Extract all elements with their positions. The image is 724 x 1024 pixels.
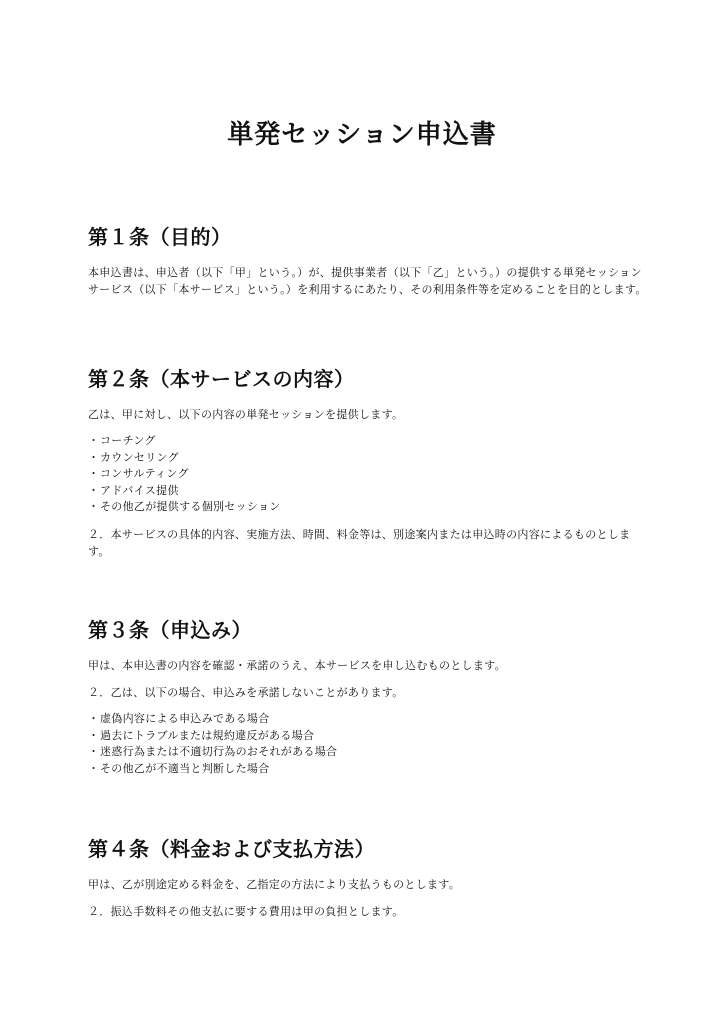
article-2-heading: 第２条（本サービスの内容） — [88, 367, 355, 391]
article-2 — [88, 366, 648, 560]
list-item: ・コーチング — [88, 433, 648, 450]
bullet-icon: ・ — [88, 745, 100, 758]
list-item: ・カウンセリング — [88, 450, 648, 467]
list-item: ・アドバイス提供 — [88, 483, 648, 500]
document-title: 単発セッション申込書 — [227, 120, 497, 150]
article-3-refusal-list — [88, 711, 648, 777]
bullet-icon: ・ — [88, 483, 100, 497]
list-item: ・その他乙が提供する個別セッション — [88, 499, 648, 516]
article-3-intro: 甲は、本申込書の内容を確認・承諾のうえ、本サービスを申し込むものとします。 — [88, 659, 506, 672]
article-3-clause-2: ２．乙は、以下の場合、申込みを承諾しないことがあります。 — [88, 686, 404, 699]
list-item: ・迷惑行為または不適切行為のおそれがある場合 — [88, 744, 648, 761]
article-2-clause-2: ２．本サービスの具体的内容、実施方法、時間、料金等は、別途案内または申込時の内容によるものとします。 — [88, 527, 631, 558]
bullet-icon: ・ — [88, 434, 100, 447]
article-1-paragraph: 本申込書は、申込者（以下「甲」という。）が、提供事業者（以下「乙」という。）の提供する単発セッションサービス（以下「本サービス」という。）を利用するにあたり、その利用条件等を定めることを目的とします。 — [88, 266, 647, 296]
article-4-clause-2: ２．振込手数料その他支払に要する費用は甲の負担とします。 — [88, 905, 404, 918]
article-4-intro: 甲は、乙が別途定める料金を、乙指定の方法により支払うものとします。 — [88, 878, 461, 891]
article-1 — [88, 224, 648, 298]
article-2-service-list — [88, 433, 648, 516]
bullet-icon: ・ — [88, 500, 100, 513]
article-4-heading: 第４条（料金および支払方法） — [88, 837, 375, 861]
article-2-intro: 乙は、甲に対し、以下の内容の単発セッションを提供します。 — [88, 408, 404, 421]
list-item: ・虚偽内容による申込みである場合 — [88, 711, 648, 728]
article-3-heading: 第３条（申込み） — [88, 618, 252, 642]
bullet-icon: ・ — [88, 712, 100, 725]
article-4 — [88, 836, 648, 920]
bullet-icon: ・ — [88, 761, 100, 775]
bullet-icon: ・ — [88, 467, 100, 480]
list-item: ・過去にトラブルまたは規約違反がある場合 — [88, 728, 648, 745]
bullet-icon: ・ — [88, 450, 100, 464]
list-item: ・コンサルティング — [88, 466, 648, 483]
list-item: ・その他乙が不適当と判断した場合 — [88, 761, 648, 778]
article-1-heading: 第１条（目的） — [88, 225, 232, 249]
article-3 — [88, 617, 648, 777]
bullet-icon: ・ — [88, 728, 100, 742]
